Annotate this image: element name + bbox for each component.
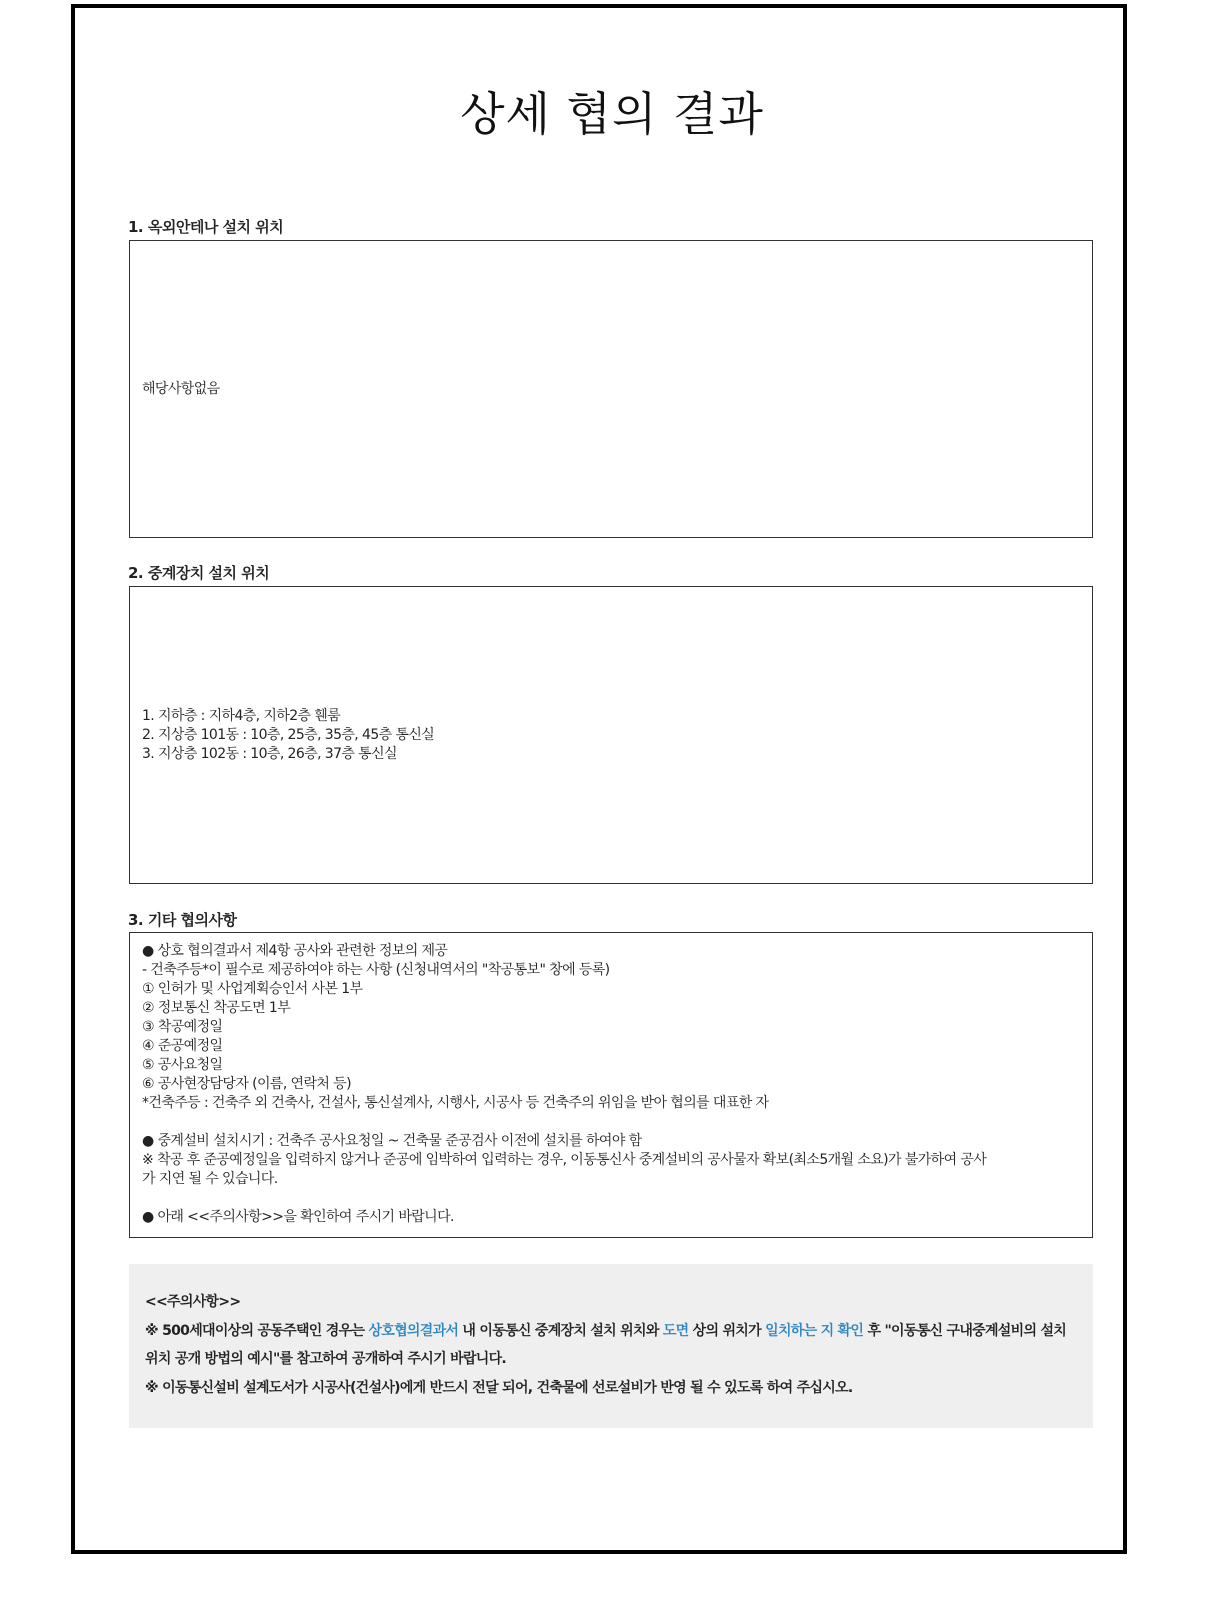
repeater-location-list [130,707,446,764]
notice-panel [129,1264,1093,1428]
other-matters-line: ④ 준공예정일 [142,1038,223,1054]
other-matters-line: ⑤ 공사요청일 [142,1057,223,1073]
repeater-location-line: 1. 지하층 : 지하4층, 지하2층 휀룸 [142,707,341,724]
drawing-link[interactable]: 도면 [662,1322,689,1339]
notice-line-2: ※ 이동통신설비 설계도서가 시공사(건설사)에게 반드시 전달 되어, 건축물에 선로설비가 반영 될 수 있도록 하여 주십시오. [145,1379,853,1396]
notice-line-1-text-c: 상의 위치가 [688,1322,766,1339]
repeater-location-line: 2. 지상층 101동 : 10층, 25층, 35층, 45층 통신실 [142,726,435,743]
other-matters-line [142,1189,1080,1208]
other-matters-line: ⑥ 공사현장담당자 (이름, 연락처 등) [142,1076,351,1092]
other-matters-line: ① 인허가 및 사업계획승인서 사본 1부 [142,981,363,997]
other-matters-line: ② 정보통신 착공도면 1부 [142,1000,291,1016]
other-matters-line: ● 상호 협의결과서 제4항 공사와 관련한 정보의 제공 [142,943,448,959]
outdoor-antenna-box [129,240,1093,538]
consultation-result-link[interactable]: 상호협의결과서 [368,1322,459,1339]
other-matters-box [129,932,1093,1238]
other-matters-line: ※ 착공 후 준공예정일을 입력하지 않거나 준공에 임박하여 입력하는 경우, 이동통신사 중계설비의 공사물자 확보(최소5개월 소요)가 불가하여 공사 [142,1152,987,1168]
document-title: 상세 협의 결과 [460,87,764,141]
notice-line-1-text-d: 후 "이동통신 구내중계설비의 설치위치 공개 방법의 예시"를 참고하여 공개하여 주시기 바랍니다. [145,1322,1067,1367]
outdoor-antenna-content: 해당사항없음 [142,380,220,397]
other-matters-line: ● 중계설비 설치시기 : 건축주 공사요청일 ~ 건축물 준공검사 이전에 설치를 하여야 함 [142,1133,642,1149]
repeater-location-box [129,586,1093,884]
other-matters-line: ● 아래 <<주의사항>>을 확인하여 주시기 바랍니다. [142,1209,454,1225]
other-matters-list [130,942,1092,1227]
other-matters-line: - 건축주등*이 필수로 제공하여야 하는 사항 (신청내역서의 "착공통보" 창에 등록) [142,962,610,978]
repeater-location-line: 3. 지상층 102동 : 10층, 26층, 37층 통신실 [142,745,397,762]
other-matters-line: *건축주등 : 건축주 외 건축사, 건설사, 통신설계사, 시행사, 시공사 등 건축주의 위임을 받아 협의를 대표한 자 [142,1095,769,1111]
other-matters-line: 가 지연 될 수 있습니다. [142,1171,278,1187]
notice-title: <<주의사항>> [145,1294,241,1310]
section-heading-other-matters: 3. 기타 협의사항 [128,911,237,929]
other-matters-line: ③ 착공예정일 [142,1019,223,1035]
notice-line-1-text-b: 내 이동통신 중계장치 설치 위치와 [458,1322,663,1339]
other-matters-line [142,1113,1080,1132]
section-heading-repeater-location: 2. 중계장치 설치 위치 [128,564,270,582]
section-heading-outdoor-antenna: 1. 옥외안테나 설치 위치 [128,218,284,236]
notice-line-1 [145,1317,1077,1374]
notice-line-1-text-a: ※ 500세대이상의 공동주택인 경우는 [145,1322,369,1339]
match-check-link[interactable]: 일치하는 지 확인 [765,1322,864,1339]
